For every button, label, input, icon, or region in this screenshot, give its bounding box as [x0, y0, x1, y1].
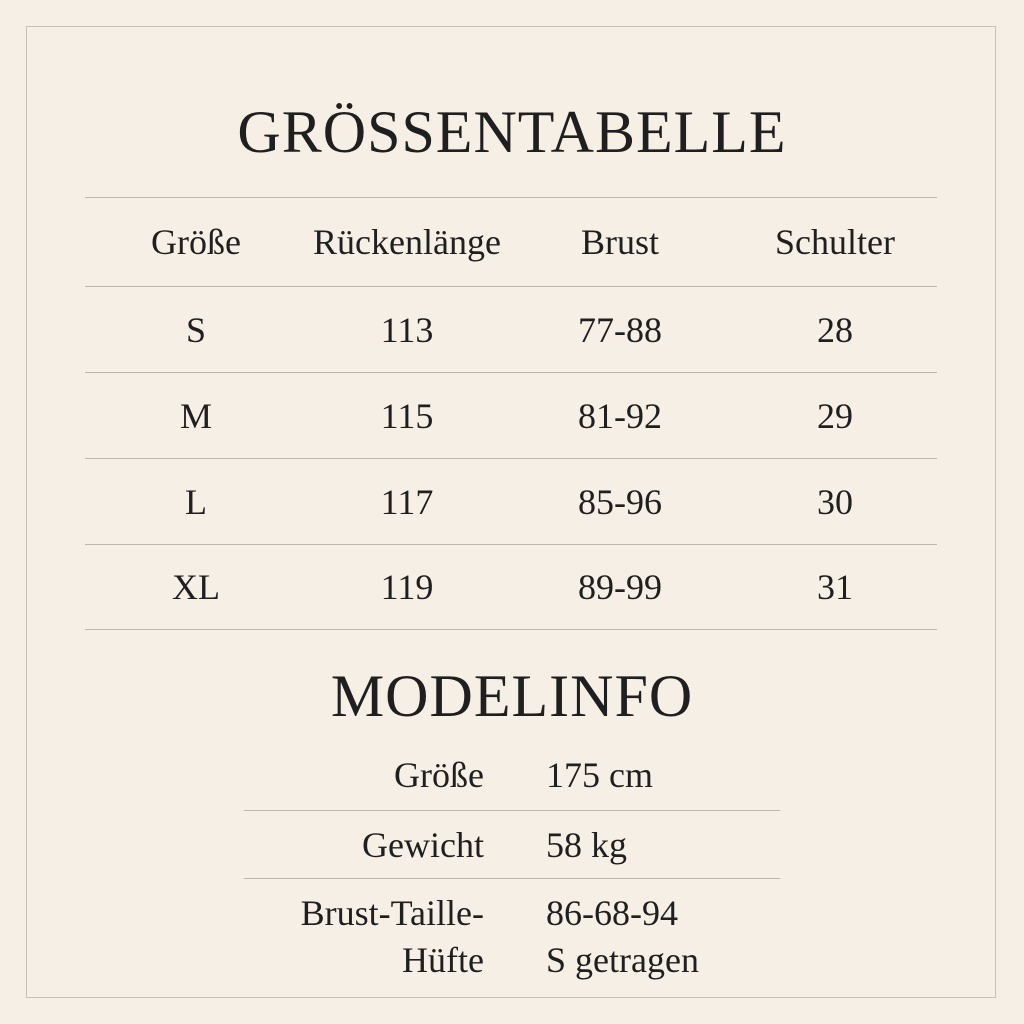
back-length-cell: 115: [380, 395, 434, 436]
shoulder-cell: 31: [817, 567, 853, 607]
shoulder-cell: 28: [817, 309, 853, 350]
column-header-size: Größe: [151, 222, 241, 262]
bust-cell: 77-88: [578, 309, 662, 350]
model-weight-label: Gewicht: [362, 825, 484, 865]
column-header-bust: Brust: [580, 222, 659, 262]
model-height-value: 175 cm: [546, 755, 653, 795]
model-measurements-row: [244, 890, 780, 986]
size-table: [85, 197, 937, 630]
bust-cell: 89-99: [578, 567, 662, 607]
table-row: [85, 373, 937, 459]
size-chart-title: GRÖSSENTABELLE: [237, 99, 787, 165]
bust-cell: 81-92: [578, 395, 662, 436]
model-measurements-label: [244, 890, 484, 986]
table-header-row: [85, 198, 937, 287]
shoulder-cell: 30: [817, 481, 853, 522]
back-length-cell: 119: [380, 567, 434, 607]
model-info-title: MODELINFO: [330, 663, 694, 729]
size-cell: M: [179, 395, 212, 436]
size-worn-value: S getragen: [546, 939, 699, 980]
model-measurements-value: [546, 890, 699, 986]
measurements-value: 86-68-94: [546, 893, 678, 933]
table-row: [85, 545, 937, 630]
column-header-back-length: Rückenlänge: [313, 222, 501, 262]
measurements-label-line1: Brust-Taille-: [300, 893, 484, 933]
bust-cell: 85-96: [578, 481, 662, 522]
size-cell: S: [185, 309, 207, 350]
back-length-cell: 113: [380, 309, 434, 350]
column-header-shoulder: Schulter: [775, 222, 895, 262]
model-weight-value: 58 kg: [546, 825, 627, 865]
measurements-label-line2: Hüfte: [402, 939, 484, 980]
back-length-cell: 117: [380, 481, 434, 522]
size-cell: L: [185, 481, 207, 522]
table-row: [85, 287, 937, 373]
model-height-label: Größe: [394, 755, 484, 795]
table-row: [85, 459, 937, 545]
model-weight-row: [244, 822, 780, 879]
model-height-row: [244, 752, 780, 811]
size-cell: XL: [172, 567, 220, 607]
shoulder-cell: 29: [817, 395, 853, 436]
